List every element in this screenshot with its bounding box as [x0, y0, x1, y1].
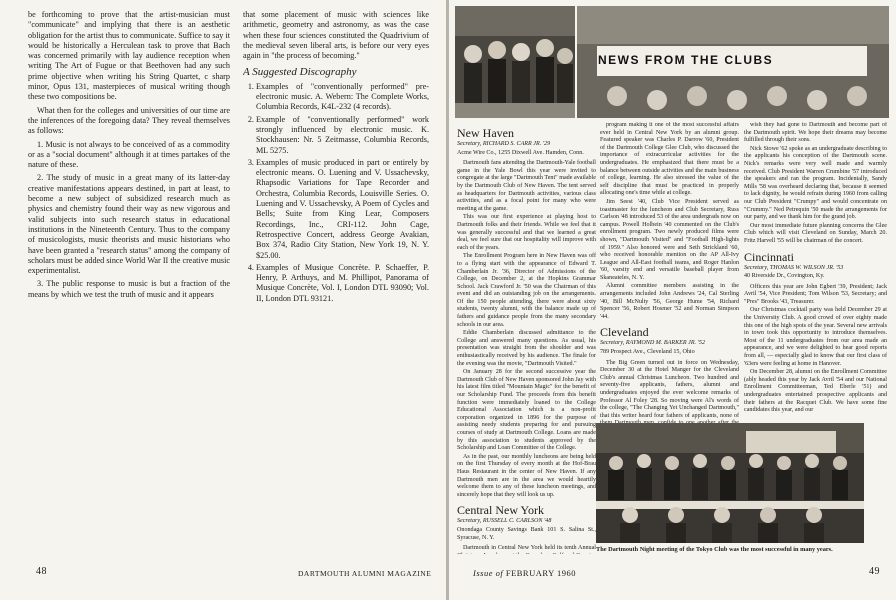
left-folio-magazine: DARTMOUTH ALUMNI MAGAZINE: [298, 569, 432, 578]
club-paragraph: This was our first experience at playing host to Dartmouth folks and their friends. While we feel that it was generally successful and that we learned a great deal, we feel sure that our hospitality will improve with each of the years.: [457, 214, 596, 251]
group-photo-header: [455, 6, 575, 118]
club-heading-new-haven: New Haven: [457, 126, 514, 140]
essay-paragraph: 2. The study of music in a great many of its latter-day creative manifestations appears destined, in part at least, to become a new subject of subsidized research much as physics and chemistry found their way as new vigorous and valid subjects into such research status in educational institutions in the Nineteenth Century. Thus to the company of musicologists, music theorists and music historians who have been granted a "research status" among the company of scholars must be added since World War II the creative music experimentalist.: [28, 173, 230, 276]
club-paragraph: On January 28 for the second successive year the Dartmouth Club of New Haven sponsored John Jay with his latest film titled "Mountain Magic" for the benefit of our Scholarship Fund. The proceeds from this benefit function were immediately loaned to the College Educational Association which is a non-profit corporation organized in 1896 for the purpose of assisting needy students preparing for and pursuing courses of study at Dartmouth College. Loans are made by this association to students approved by the Scholarship and Loan Committee of the College.: [457, 369, 596, 452]
club-paragraph: Alumni committee members assisting in the arrangements included John Andrews '24, Cal Sterling '40, Bill McNulty '56, George Hume '54, Richard Spencer '56, Robert Hosmer '52 and Norman Simpson '44.: [600, 283, 739, 320]
club-paragraph: On December 28, alumni on the Enrollment Committee (ably headed this year by Jack Avril '54 and our National Enrollment Committeeman, Ted Eberle '51) and undergraduates entertained prospective applicants and their fathers at the Racquet Club. We have some fine candidates this year, and our: [744, 369, 887, 414]
left-column-2: [243, 10, 429, 430]
essay-paragraph: be forthcoming to prove that the artist-musician must "communicate" and implying that there is an aesthetic obligation for the artist thus to communicate. Suffice to say it would be historically a Herculean task to prove that Bach was concerned primarily with lay audience reception when writing The Art of Fugue or that Beethoven had any such prime objective when writing his String Quartet, c sharp minor, Opus 131, masterpieces of musical writing though these two compositions be.: [28, 10, 230, 102]
news-from-the-clubs-banner: NEWS FROM THE CLUBS: [598, 53, 774, 67]
right-page: [449, 0, 896, 600]
club-paragraph: Our most immediate future planning concerns the Glee Club which will visit Cleveland on Sunday, March 20. Fritz Harvell '55 will be chairman of the concert.: [744, 222, 887, 244]
clubs-column-3: [744, 122, 887, 418]
club-paragraph: Nick Stowe '62 spoke as an undergraduate describing to the applicants his conception of the Dartmouth scene. Nick's remarks were very well made and warmly received. Club President Warren Crumbine '57 introduced the speakers and ran the program. Incidentally, Sandy Mills '58 was overheard declaring that, because it seemed to lack dignity, he would refrain during 1960 from calling our Club President "Crumpy" and would concentrate on "Crummy." Ned Petrequin '50 made the arrangements for our party, and we thank him for the grand job.: [744, 145, 887, 221]
issue-date: FEBRUARY 1960: [505, 568, 577, 578]
club-address: Acme Wire Co., 1255 Dixwell Ave. Hamden, Conn.: [457, 149, 584, 156]
club-paragraph: Eddie Chamberlain discussed admittance to the College and answered many questions. As usual, his presentation was straight from the shoulder and was enthusiastically received by his audience. The finale for the evening was the movie, "Dartmouth Visited.": [457, 330, 596, 367]
left-folio-number: 48: [36, 566, 47, 577]
clubs-column-1: [457, 122, 596, 554]
essay-paragraph: What then for the colleges and universities of our time are the inferences of the foregoing data? They reveal themselves as follows:: [28, 105, 230, 136]
club-heading-central-new-york: Central New York: [457, 503, 544, 518]
club-paragraph: Dartmouth in Central New York held its tenth Annual: [463, 545, 596, 552]
left-page: [0, 0, 446, 600]
issue-prefix: Issue of: [473, 568, 504, 578]
tokyo-club-group-photo: [596, 423, 864, 543]
tokyo-club-photo: [596, 423, 864, 543]
club-paragraph: Jim Seest '40, Club Vice President served as toastmaster for the luncheon and Club Secretary, Russ Carlson '48 introduced 53 of the area undergrads now on campus. Powell Holbein '40 commented on the Club's enrollment program. Two newly produced films were shown, "Dartmouth Visited" and "Football High-lights of 1959." Also honored were and Seth Strickland '60, who received honorable mention on the AP All-Ivy League and All-East football teams, and Roger Hanlon '60, varsity end and versatile baseball player from Skaneateles, N. Y.: [600, 198, 739, 281]
left-column-1: [28, 10, 230, 470]
club-paragraph: program making it one of the most successful affairs ever held in Central New York by an alumni group. Featured speaker was Charles P. Darrow '60, President of the Dartmouth College Glee Club, who discussed the importance of extracurricular activities for the undergraduates. He emphasized that there must be a balance between outside activities and the main business of college, learning. He also stressed the value of the self discipline that must be practiced in properly allocating one's time while at college.: [600, 122, 739, 197]
discography-list: [243, 82, 429, 304]
discography-item: 2. Example of "conventionally performed" work strongly influenced by electronic music. K. Stockhausen: Nr. 5 Zeitmasse, Columbia Records, ML 5275.: [256, 115, 429, 156]
club-heading-cincinnati: Cincinnati: [744, 249, 794, 264]
club-paragraph: Our Christmas cocktail party was held December 29 at the University Club. A good crowd of over eighty made this one of the high spots of the year. Several new arrivals in town took this opportunity to introduce themselves. Most of the 11 undergraduates from our area made an appearance, and we were delighted to hear good reports from all, — especially glad to know that our first class of '63ers were feeling at home in Hanover.: [744, 307, 887, 367]
club-secretary: Secretary, RAYMOND M. BARKER JR. '52: [600, 340, 705, 347]
club-secretary: Secretary, RUSSELL C. CARLSON '48: [457, 518, 552, 525]
essay-paragraph: 1. Music is not always to be conceived of as a commodity or as a "social document" although it at times partakes of the nature of these.: [28, 139, 230, 170]
club-paragraph: wish they had gone to Dartmouth and become part of the Dartmouth spirit. We hope their dreams may become fulfilled through their sons.: [744, 122, 887, 144]
club-paragraph: Officers this year are John Egbert '39, President; Jack Avril '54, Vice President; Tom Wilson '53, Secretary; and "Pres" Brooks '43, Treasurer.: [744, 283, 887, 305]
discography-item: 3. Examples of music produced in part or entirely by electronic means. O. Luening and V. Ussachevsky, Rhapsodic Variations for Tape Recorder and Orchestra, Columbia Records, Louisville Series. O. Luening and V. Ussachevsky, A Poem of Cycles and Bells; Suite from King Lear, Composers Recordings, Inc., CRI-112. John Cage, Retrospective Concert, address George Avakian, Box 374, Radio City Station, New York 19, N. Y. $25.00.: [256, 158, 429, 261]
right-folio-issue: [473, 568, 576, 578]
discography-heading: A Suggested Discography: [243, 66, 357, 79]
essay-closing-paragraph: that some placement of music with sciences like arithmetic, geometry and astronomy, as was the case when these four sciences constituted the Quadrivium of the medieval seven liberal arts, is before our very eyes again in "the process of becoming.": [243, 10, 429, 61]
club-paragraph: The Big Green turned out in force on Wednesday, December 30 at the Hotel Manger for the Cleveland Club's annual Christmas Luncheon. Two hundred and seventy-five applicants, fathers, alumni and undergraduates enjoyed the ever welcome remarks of Professor Al Foley '28. So moving were Al's words of the college, "The Changing Yet Unchanged Dartmouth," that this writer heard four fathers of applicants, none of: [600, 359, 739, 419]
header-photo: [455, 6, 575, 118]
club-address: Onondaga County Savings Bank 101 S. Salina St., Syracuse, N. Y.: [457, 526, 596, 541]
club-paragraph: The Enrollment Program here in New Haven was off to a flying start with the appearance of Edward T. Chamberlain Jr. '36, Director of Admissions of the College, on December 2, at the Hopkins Grammar School. Jack Crawford Jr. '50 was the Chairman of this event and did an outstanding job on the arrangements. Of the 150 people attending, there were about sixty students, twenty alumni, with the balance made up of fathers and guidance people from the many secondary schools in our area.: [457, 253, 596, 328]
discography-item: 1. Examples of "conventionally performed" pre-electronic music. A. Webern: The Complete Works, Columbia Records, K4L-232 (4 records).: [256, 82, 429, 113]
essay-paragraph: 3. The public response to music is but a fraction of the means by which we test the truth of music and it appears: [28, 279, 230, 299]
right-folio-number: 49: [869, 566, 880, 577]
discography-item: 4. Examples of Musique Concrète. P. Schaeffer, P. Henry, P. Arthuys, and M. Phillipot, Panorama of Musique Concrète, Vol. I, London DTL 93090; Vol. II, London DTL 93121.: [256, 263, 429, 304]
club-address: 789 Prospect Ave., Cleveland 15, Ohio: [600, 349, 695, 356]
club-heading-cleveland: Cleveland: [600, 325, 649, 340]
club-secretary: Secretary, THOMAS W. WILSON JR. '53: [744, 264, 844, 271]
club-paragraph: Dartmouth fans attending the Dartmouth-Yale football game in the Yale Bowl this year were invited to congregate at the large "Dartmouth Tent" made available by the Dartmouth Club of New Haven. The tent served as headquarters for Dartmouth activities, various class activities, and as a focal point for many who were meeting at the game.: [457, 160, 596, 212]
club-address: 40 Riverside Dr., Covington, Ky.: [744, 273, 825, 280]
photo-caption: The Dartmouth Night meeting of the Tokyo Club was the most successful in many years.: [596, 546, 833, 553]
club-secretary: Secretary, RICHARD S. CARR JR. '29: [457, 141, 551, 147]
club-paragraph: As in the past, our monthly luncheons are being held on the first Thursday of every month at the Hof-Brau Haus Restaurant in the center of New Haven. If any Dartmouth men are in the area we would heartily welcome them to any of these luncheon meetings, and sincerely hope that they will look us up.: [457, 453, 596, 498]
